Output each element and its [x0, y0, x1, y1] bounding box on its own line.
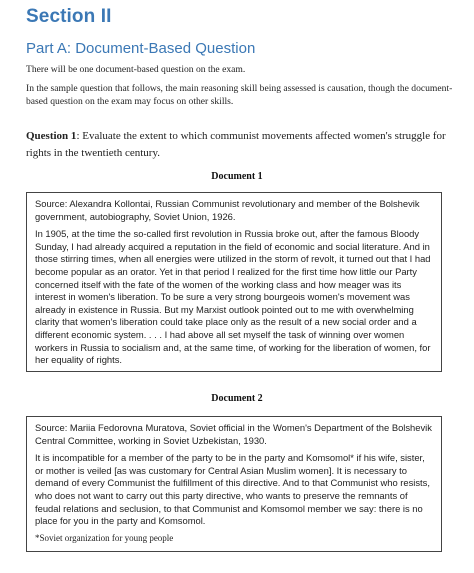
- document-2-body: It is incompatible for a member of the party to be in the party and Komsomol* if his wife, sister, or mother is veiled [as was customary for Central Asian Muslim women]. It is necessary to demand of every Communist the fulfillment of this directive. And to that Communist who resists, who does not want to carry out this party directive, who wants to preserve the remnants of feudal relations and seclusion, to that Communist and Komsomol member we say: there is no place for you in the party and Komsomol.: [35, 452, 430, 527]
- section-title: Section II: [26, 6, 112, 27]
- document-1-source: Source: Alexandra Kollontai, Russian Communist revolutionary and member of the Bolshevik government, autobiography, Soviet Union, 1926.: [35, 198, 420, 222]
- document-1-body: In 1905, at the time the so-called first revolution in Russia broke out, after the famous Bloody Sunday, I had already acquired a reputation in the field of economic and social literature. And in those stirring times, when all energies were utilized in the storm of revolt, it turned out that I had become popular as an orator. Yet in that period I realized for the first time how little our Party concerned itself with the fate of the women of the working class and how meager was its interest in women's liberation. To be sure a very strong bourgeois women's movement was already in existence in Russia. But my Marxist outlook pointed out to me with overwhelming clarity that women's liberation could take place only as the result of a new social order and a different economic system. . . . I had above all set myself the task of winning over women workers in Russia to socialism and, at the same time, of working for the liberation of women, for her equality of rights.: [35, 228, 431, 366]
- intro-paragraph: In the sample question that follows, the main reasoning skill being assessed is causation, though the document-based question on the exam may focus on other skills.: [26, 83, 453, 107]
- question-label: Question 1: [26, 130, 77, 142]
- document-2-source: Source: Mariia Fedorovna Muratova, Soviet official in the Women's Department of the Bolshevik Central Committee, working in Soviet Uzbekistan, 1930.: [35, 422, 432, 446]
- question-1: [26, 128, 456, 162]
- document-2-footnote: *Soviet organization for young people: [35, 532, 174, 543]
- document-1-heading: Document 1: [211, 171, 263, 182]
- document-1-box: [26, 192, 442, 372]
- document-2-box: [26, 416, 442, 552]
- document-2-heading: Document 2: [211, 393, 263, 404]
- part-title: Part A: Document-Based Question: [26, 40, 256, 57]
- intro-line: There will be one document-based question on the exam.: [26, 64, 246, 75]
- question-text: : Evaluate the extent to which communist movements affected women's struggle for rights in the twentieth century.: [26, 130, 446, 159]
